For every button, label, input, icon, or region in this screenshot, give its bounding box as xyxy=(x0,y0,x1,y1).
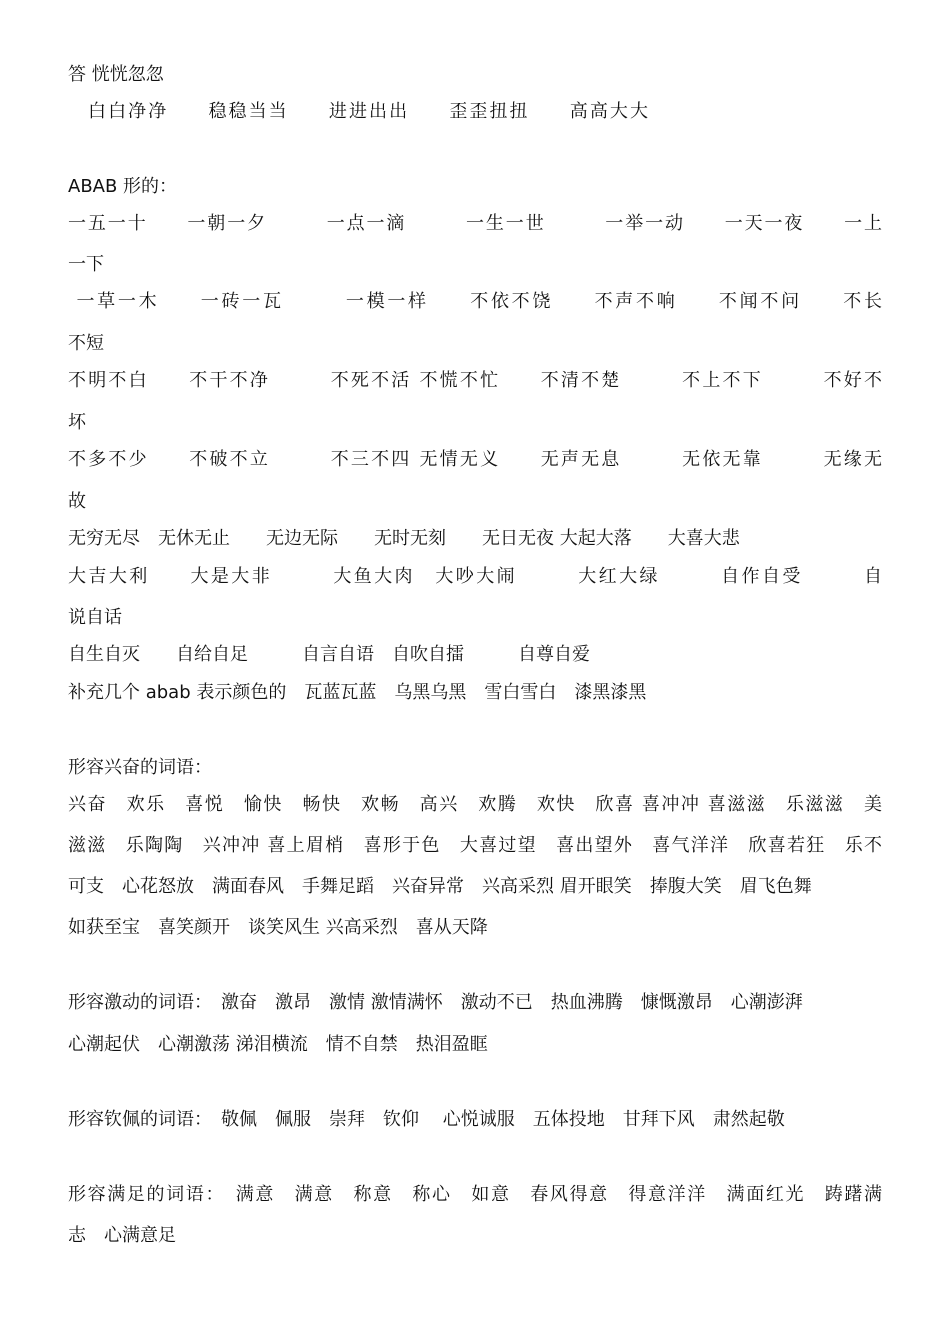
excited-words-line: 滋滋 乐陶陶 兴冲冲 喜上眉梢 喜形于色 大喜过望 喜出望外 喜气洋洋 欣喜若狂 乐不 xyxy=(68,835,882,856)
answer-line: 答 恍恍忽忽 xyxy=(68,64,164,85)
satisfied-words-line: 形容满足的词语： 满意 满意 称意 称心 如意 春风得意 得意洋洋 满面红光 踌躇满 xyxy=(68,1184,882,1205)
word-list-line: 坏 xyxy=(68,412,86,433)
excited-words-line: 可支 心花怒放 满面春风 手舞足蹈 兴奋异常 兴高采烈 眉开眼笑 捧腹大笑 眉飞色舞 xyxy=(68,876,812,897)
word-list-line: 一五一十 一朝一夕 一点一滴 一生一世 一举一动 一天一夜 一上 xyxy=(68,213,882,234)
word-list-line: 一下 xyxy=(68,254,104,275)
word-list-line: 自生自灭 自给自足 自言自语 自吹自擂 自尊自爱 xyxy=(68,644,590,665)
color-words-line: 补充几个 abab 表示颜色的 瓦蓝瓦蓝 乌黑乌黑 雪白雪白 漆黑漆黑 xyxy=(68,682,647,703)
excited-words-line: 如获至宝 喜笑颜开 谈笑风生 兴高采烈 喜从天降 xyxy=(68,917,488,938)
word-list-line: 故 xyxy=(68,491,86,512)
excited-heading: 形容兴奋的词语： xyxy=(68,757,212,778)
word-list-line: 不短 xyxy=(68,333,104,354)
word-list-line: 不明不白 不干不净 不死不活 不慌不忙 不清不楚 不上不下 不好不 xyxy=(68,370,882,391)
moved-words-line: 形容激动的词语： 激奋 激昂 激情 激情满怀 激动不已 热血沸腾 慷慨激昂 心潮澎湃 xyxy=(68,992,803,1013)
word-list-line: 无穷无尽 无休无止 无边无际 无时无刻 无日无夜 大起大落 大喜大悲 xyxy=(68,528,740,549)
admire-words-line: 形容钦佩的词语： 敬佩 佩服 崇拜 钦仰 心悦诚服 五体投地 甘拜下风 肃然起敬 xyxy=(68,1109,785,1130)
word-list-line: 说自话 xyxy=(68,607,122,628)
word-list-line: 不多不少 不破不立 不三不四 无情无义 无声无息 无依无靠 无缘无 xyxy=(68,449,882,470)
word-list-line: 一草一木 一砖一瓦 一模一样 不依不饶 不声不响 不闻不问 不长 xyxy=(68,291,882,312)
moved-words-line: 心潮起伏 心潮激荡 涕泪横流 情不自禁 热泪盈眶 xyxy=(68,1034,488,1055)
satisfied-words-line: 志 心满意足 xyxy=(68,1225,176,1246)
word-list-line: 大吉大利 大是大非 大鱼大肉 大吵大闹 大红大绿 自作自受 自 xyxy=(68,566,882,587)
aabb-words-line: 白白净净 稳稳当当 进进出出 歪歪扭扭 高高大大 xyxy=(88,101,648,122)
excited-words-line: 兴奋 欢乐 喜悦 愉快 畅快 欢畅 高兴 欢腾 欢快 欣喜 喜冲冲 喜滋滋 乐滋滋 美 xyxy=(68,794,882,815)
abab-heading: ABAB 形的： xyxy=(68,176,178,197)
